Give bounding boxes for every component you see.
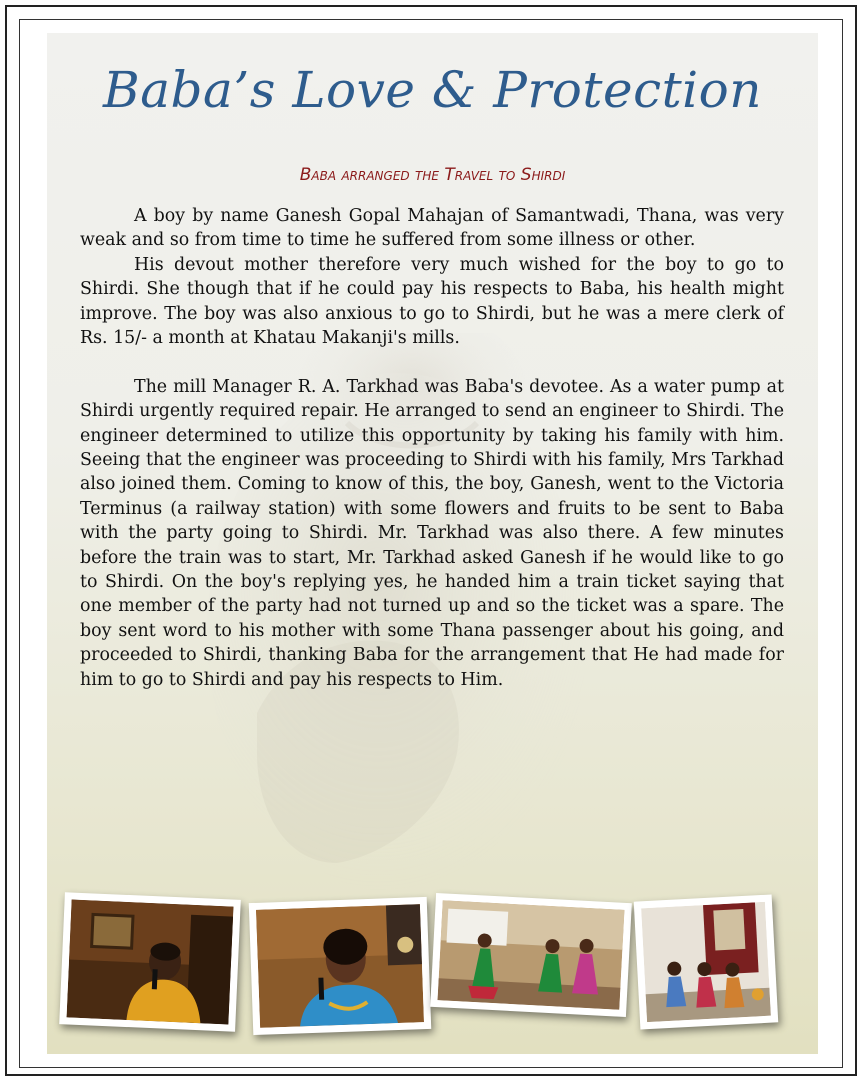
photo-dance-performance-image: [438, 900, 625, 1009]
section-subtitle: Baba arranged the Travel to Shirdi: [299, 165, 566, 185]
article-body: [80, 204, 784, 692]
photo-girl-singing: [249, 897, 431, 1035]
page-title: Baba’s Love & Protection: [103, 61, 762, 119]
photo-dance-performance: [430, 893, 632, 1017]
photo-girls-at-altar: [634, 894, 779, 1029]
photo-boy-singing-image: [67, 900, 234, 1025]
article-paragraph-1: A boy by name Ganesh Gopal Mahajan of Samantwadi, Thana, was very weak and so from time to time he suffered from some illness or other.: [80, 206, 784, 251]
photo-boy-singing: [59, 892, 241, 1032]
article-paragraph-3: The mill Manager R. A. Tarkhad was Baba's devotee. As a water pump at Shirdi urgently required repair. He arranged to send an engineer to Shirdi. The engineer determined to utilize this opportunity by taking his family with him. Seeing that the engineer was proceeding to Shirdi with his family, Mrs Tarkhad also joined them. Coming to know of this, the boy, Ganesh, went to the Victoria Terminus (a railway station) with some flowers and fruits to be sent to Baba with the party going to Shirdi. Mr. Tarkhad was also there. A few minutes before the train was to start, Mr. Tarkhad asked Ganesh if he would like to go to Shirdi. On the boy's replying yes, he handed him a train ticket saying that one member of the party had not turned up and so the ticket was a spare. The boy sent word to his mother with some Thana passenger about his going, and proceeded to Shirdi, thanking Baba for the arrangement that He had made for him to go to Shirdi and pay his respects to Him.: [80, 376, 784, 690]
photo-girl-singing-image: [256, 904, 424, 1028]
photo-girls-at-altar-image: [641, 902, 771, 1022]
article-paragraph-2: His devout mother therefore very much wished for the boy to go to Shirdi. She though that if he could pay his respects to Baba, his health might improve. The boy was also anxious to go to Shirdi, but he was a mere clerk of Rs. 15/- a month at Khatau Makanji's mills.: [80, 254, 784, 349]
